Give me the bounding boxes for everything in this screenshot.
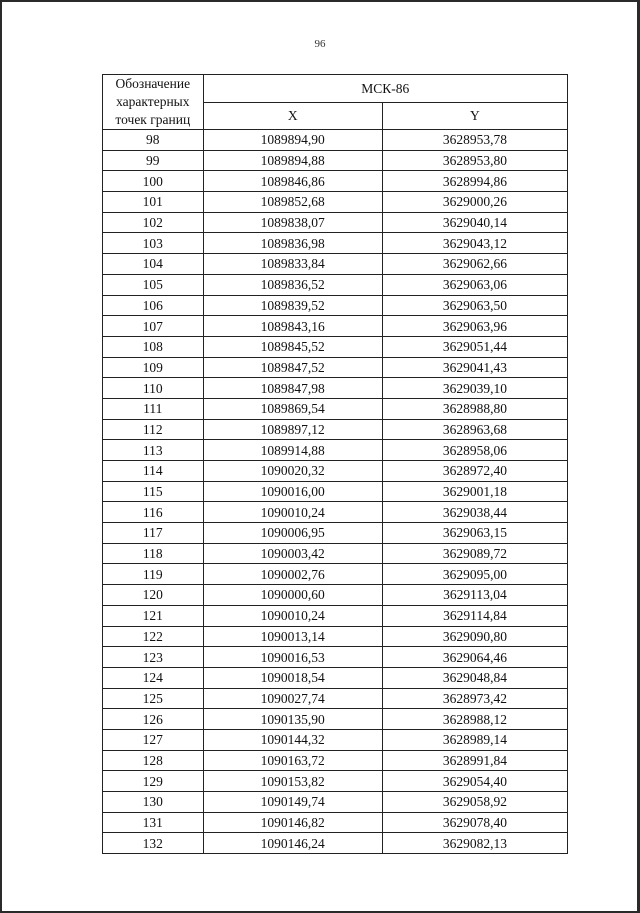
table-row: [103, 667, 568, 688]
point-number-cell: 123: [103, 647, 204, 668]
x-coordinate-cell: 1090149,74: [203, 792, 382, 813]
x-coordinate-cell: 1090010,24: [203, 605, 382, 626]
point-number-cell: 119: [103, 564, 204, 585]
x-column-header: X: [203, 102, 382, 130]
table-row: [103, 626, 568, 647]
table-row: [103, 233, 568, 254]
table-row: [103, 378, 568, 399]
point-number-cell: 126: [103, 709, 204, 730]
y-coordinate-cell: 3629063,50: [382, 295, 567, 316]
x-coordinate-cell: 1089843,16: [203, 316, 382, 337]
y-coordinate-cell: 3628953,78: [382, 130, 567, 151]
x-coordinate-cell: 1089833,84: [203, 254, 382, 275]
point-number-cell: 104: [103, 254, 204, 275]
x-coordinate-cell: 1090027,74: [203, 688, 382, 709]
x-coordinate-cell: 1090163,72: [203, 750, 382, 771]
y-coordinate-cell: 3629062,66: [382, 254, 567, 275]
table-row: [103, 750, 568, 771]
table-row: [103, 274, 568, 295]
table-row: [103, 564, 568, 585]
table-row: [103, 771, 568, 792]
y-coordinate-cell: 3629040,14: [382, 212, 567, 233]
x-coordinate-cell: 1090003,42: [203, 543, 382, 564]
point-number-cell: 127: [103, 729, 204, 750]
table-row: [103, 336, 568, 357]
point-number-cell: 116: [103, 502, 204, 523]
x-coordinate-cell: 1090144,32: [203, 729, 382, 750]
y-coordinate-cell: 3628963,68: [382, 419, 567, 440]
x-coordinate-cell: 1089894,90: [203, 130, 382, 151]
y-coordinate-cell: 3628994,86: [382, 171, 567, 192]
x-coordinate-cell: 1090146,24: [203, 833, 382, 854]
y-coordinate-cell: 3629078,40: [382, 812, 567, 833]
x-coordinate-cell: 1089894,88: [203, 150, 382, 171]
y-coordinate-cell: 3628989,14: [382, 729, 567, 750]
point-number-cell: 130: [103, 792, 204, 813]
y-coordinate-cell: 3629001,18: [382, 481, 567, 502]
x-coordinate-cell: 1089836,52: [203, 274, 382, 295]
coordinates-table: [102, 74, 568, 854]
x-coordinate-cell: 1089839,52: [203, 295, 382, 316]
x-coordinate-cell: 1090135,90: [203, 709, 382, 730]
y-column-header: Y: [382, 102, 567, 130]
y-coordinate-cell: 3629000,26: [382, 192, 567, 213]
x-coordinate-cell: 1089836,98: [203, 233, 382, 254]
x-coordinate-cell: 1089852,68: [203, 192, 382, 213]
point-number-cell: 106: [103, 295, 204, 316]
table-row: [103, 130, 568, 151]
x-coordinate-cell: 1089914,88: [203, 440, 382, 461]
table-row: [103, 729, 568, 750]
table-row: [103, 254, 568, 275]
y-coordinate-cell: 3629051,44: [382, 336, 567, 357]
x-coordinate-cell: 1090016,00: [203, 481, 382, 502]
point-number-cell: 128: [103, 750, 204, 771]
x-coordinate-cell: 1090018,54: [203, 667, 382, 688]
y-coordinate-cell: 3629041,43: [382, 357, 567, 378]
y-coordinate-cell: 3629089,72: [382, 543, 567, 564]
page-number: 96: [314, 38, 326, 50]
point-number-cell: 100: [103, 171, 204, 192]
point-number-cell: 132: [103, 833, 204, 854]
x-coordinate-cell: 1089838,07: [203, 212, 382, 233]
y-coordinate-cell: 3628991,84: [382, 750, 567, 771]
table-row: [103, 171, 568, 192]
y-coordinate-cell: 3629054,40: [382, 771, 567, 792]
y-coordinate-cell: 3629090,80: [382, 626, 567, 647]
point-number-cell: 131: [103, 812, 204, 833]
y-coordinate-cell: 3629048,84: [382, 667, 567, 688]
table-row: [103, 647, 568, 668]
point-label-header: Обозначение характерных точек границ: [103, 75, 204, 130]
table-row: [103, 192, 568, 213]
point-number-cell: 99: [103, 150, 204, 171]
point-number-cell: 114: [103, 461, 204, 482]
y-coordinate-cell: 3629114,84: [382, 605, 567, 626]
x-coordinate-cell: 1089869,54: [203, 398, 382, 419]
table-row: [103, 502, 568, 523]
table-row: [103, 481, 568, 502]
point-number-cell: 112: [103, 419, 204, 440]
y-coordinate-cell: 3628958,06: [382, 440, 567, 461]
y-coordinate-cell: 3628973,42: [382, 688, 567, 709]
x-coordinate-cell: 1089897,12: [203, 419, 382, 440]
x-coordinate-cell: 1089847,52: [203, 357, 382, 378]
y-coordinate-cell: 3629082,13: [382, 833, 567, 854]
point-number-cell: 107: [103, 316, 204, 337]
coordinate-system-header: МСК-86: [203, 75, 567, 103]
table-row: [103, 295, 568, 316]
x-coordinate-cell: 1090153,82: [203, 771, 382, 792]
y-coordinate-cell: 3629038,44: [382, 502, 567, 523]
x-coordinate-cell: 1090146,82: [203, 812, 382, 833]
y-coordinate-cell: 3628953,80: [382, 150, 567, 171]
point-number-cell: 103: [103, 233, 204, 254]
point-number-cell: 109: [103, 357, 204, 378]
point-number-cell: 117: [103, 523, 204, 544]
table-row: [103, 605, 568, 626]
x-coordinate-cell: 1090002,76: [203, 564, 382, 585]
x-coordinate-cell: 1090006,95: [203, 523, 382, 544]
point-number-cell: 129: [103, 771, 204, 792]
table-row: [103, 523, 568, 544]
y-coordinate-cell: 3629095,00: [382, 564, 567, 585]
table-row: [103, 688, 568, 709]
table-row: [103, 709, 568, 730]
table-row: [103, 398, 568, 419]
point-number-cell: 110: [103, 378, 204, 399]
point-number-cell: 108: [103, 336, 204, 357]
point-number-cell: 111: [103, 398, 204, 419]
table-row: [103, 585, 568, 606]
table-header: [103, 75, 568, 130]
point-number-cell: 122: [103, 626, 204, 647]
y-coordinate-cell: 3629063,96: [382, 316, 567, 337]
point-number-cell: 125: [103, 688, 204, 709]
table-row: [103, 440, 568, 461]
y-coordinate-cell: 3628988,80: [382, 398, 567, 419]
table-row: [103, 419, 568, 440]
x-coordinate-cell: 1090016,53: [203, 647, 382, 668]
point-number-cell: 102: [103, 212, 204, 233]
y-coordinate-cell: 3629058,92: [382, 792, 567, 813]
y-coordinate-cell: 3629039,10: [382, 378, 567, 399]
y-coordinate-cell: 3629043,12: [382, 233, 567, 254]
point-number-cell: 105: [103, 274, 204, 295]
x-coordinate-cell: 1089846,86: [203, 171, 382, 192]
x-coordinate-cell: 1089847,98: [203, 378, 382, 399]
x-coordinate-cell: 1090020,32: [203, 461, 382, 482]
table-body: [103, 130, 568, 854]
table-row: [103, 461, 568, 482]
point-number-cell: 113: [103, 440, 204, 461]
y-coordinate-cell: 3629113,04: [382, 585, 567, 606]
point-number-cell: 101: [103, 192, 204, 213]
y-coordinate-cell: 3629064,46: [382, 647, 567, 668]
table-row: [103, 316, 568, 337]
point-number-cell: 115: [103, 481, 204, 502]
table-row: [103, 792, 568, 813]
table-row: [103, 543, 568, 564]
x-coordinate-cell: 1090013,14: [203, 626, 382, 647]
table-row: [103, 357, 568, 378]
table-row: [103, 150, 568, 171]
y-coordinate-cell: 3628988,12: [382, 709, 567, 730]
point-number-cell: 120: [103, 585, 204, 606]
y-coordinate-cell: 3629063,15: [382, 523, 567, 544]
x-coordinate-cell: 1090010,24: [203, 502, 382, 523]
table-row: [103, 833, 568, 854]
point-number-cell: 121: [103, 605, 204, 626]
y-coordinate-cell: 3628972,40: [382, 461, 567, 482]
x-coordinate-cell: 1089845,52: [203, 336, 382, 357]
y-coordinate-cell: 3629063,06: [382, 274, 567, 295]
table-row: [103, 212, 568, 233]
table-row: [103, 812, 568, 833]
point-number-cell: 118: [103, 543, 204, 564]
point-number-cell: 98: [103, 130, 204, 151]
x-coordinate-cell: 1090000,60: [203, 585, 382, 606]
point-number-cell: 124: [103, 667, 204, 688]
